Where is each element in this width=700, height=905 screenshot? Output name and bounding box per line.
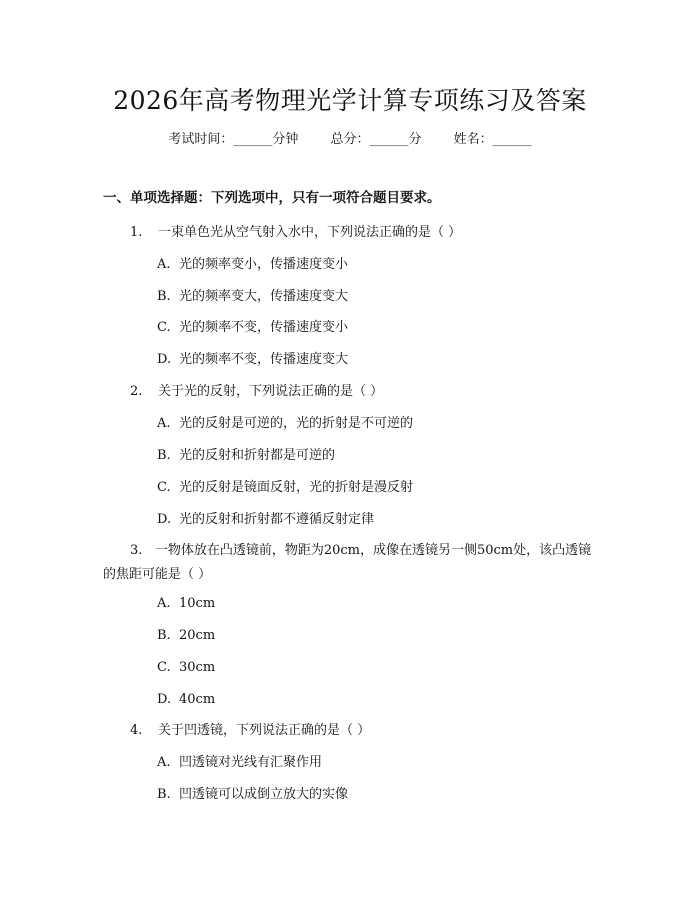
option-letter: B. [157, 787, 171, 802]
option-letter: C. [157, 320, 171, 335]
option-letter: D. [157, 512, 172, 527]
option-text: 光的反射和折射都不遵循反射定律 [179, 512, 375, 527]
option-2d [157, 510, 374, 530]
exam-score-blank: ______分 [369, 132, 422, 147]
question-3 [103, 539, 603, 587]
option-text: 光的反射是可逆的，光的折射是不可逆的 [179, 416, 414, 431]
exam-meta [0, 130, 700, 150]
question-number: 3. [130, 543, 143, 558]
question-text: 一物体放在凸透镜前，物距为20cm，成像在透镜另一侧50cm处，该凸透镜的焦距可能是（ ） [103, 543, 592, 582]
option-letter: D. [157, 692, 172, 707]
option-letter: B. [157, 448, 171, 463]
exam-time-blank: ______分钟 [233, 132, 299, 147]
option-2a [157, 414, 413, 434]
exam-score-label: 总分： [330, 132, 370, 147]
option-text: 光的频率变大，传播速度变大 [179, 289, 349, 304]
question-number: 2. [130, 384, 143, 399]
question-text: 一束单色光从空气射入水中，下列说法正确的是（ ） [158, 225, 462, 240]
option-4a [157, 753, 322, 773]
option-letter: C. [157, 660, 171, 675]
option-2c [157, 478, 413, 498]
option-text: 光的频率不变，传播速度变小 [179, 320, 349, 335]
document-title: 2026年高考物理光学计算专项练习及答案 [113, 86, 587, 115]
exam-time-label: 考试时间： [168, 132, 234, 147]
option-3b [157, 626, 215, 646]
option-text: 光的反射和折射都是可逆的 [179, 448, 336, 463]
option-text: 光的频率不变，传播速度变大 [179, 352, 349, 367]
option-text: 光的反射是镜面反射，光的折射是漫反射 [179, 480, 414, 495]
option-letter: B. [157, 628, 171, 643]
option-text: 凹透镜对光线有汇聚作用 [179, 755, 323, 770]
question-number: 1. [130, 225, 143, 240]
option-2b [157, 446, 335, 466]
option-1b [157, 287, 348, 307]
question-1 [130, 223, 590, 243]
question-number: 4. [130, 723, 143, 738]
option-letter: C. [157, 480, 171, 495]
student-name-label: 姓名： [453, 132, 493, 147]
question-text: 关于光的反射，下列说法正确的是（ ） [158, 384, 384, 399]
student-name-blank: ______ [492, 132, 532, 147]
option-1c [157, 318, 348, 338]
option-4b [157, 785, 348, 805]
question-2 [130, 382, 590, 402]
option-3d [157, 690, 215, 710]
option-letter: A. [157, 416, 171, 431]
option-letter: B. [157, 289, 171, 304]
section-heading: 一、单项选择题：下列选项中，只有一项符合题目要求。 [103, 190, 441, 206]
option-text: 20cm [179, 628, 216, 643]
student-name [454, 132, 532, 147]
option-letter: D. [157, 352, 172, 367]
question-4 [130, 721, 590, 741]
exam-time [168, 132, 298, 147]
option-text: 10cm [179, 596, 216, 611]
option-text: 光的频率变小，传播速度变小 [179, 257, 349, 272]
option-3a [157, 594, 215, 614]
option-letter: A. [157, 755, 171, 770]
option-text: 30cm [179, 660, 216, 675]
question-text: 关于凹透镜，下列说法正确的是（ ） [158, 723, 371, 738]
option-letter: A. [157, 596, 171, 611]
option-1a [157, 255, 348, 275]
option-text: 凹透镜可以成倒立放大的实像 [179, 787, 349, 802]
option-3c [157, 658, 215, 678]
option-1d [157, 350, 348, 370]
option-text: 40cm [179, 692, 216, 707]
exam-score [330, 132, 421, 147]
option-letter: A. [157, 257, 171, 272]
